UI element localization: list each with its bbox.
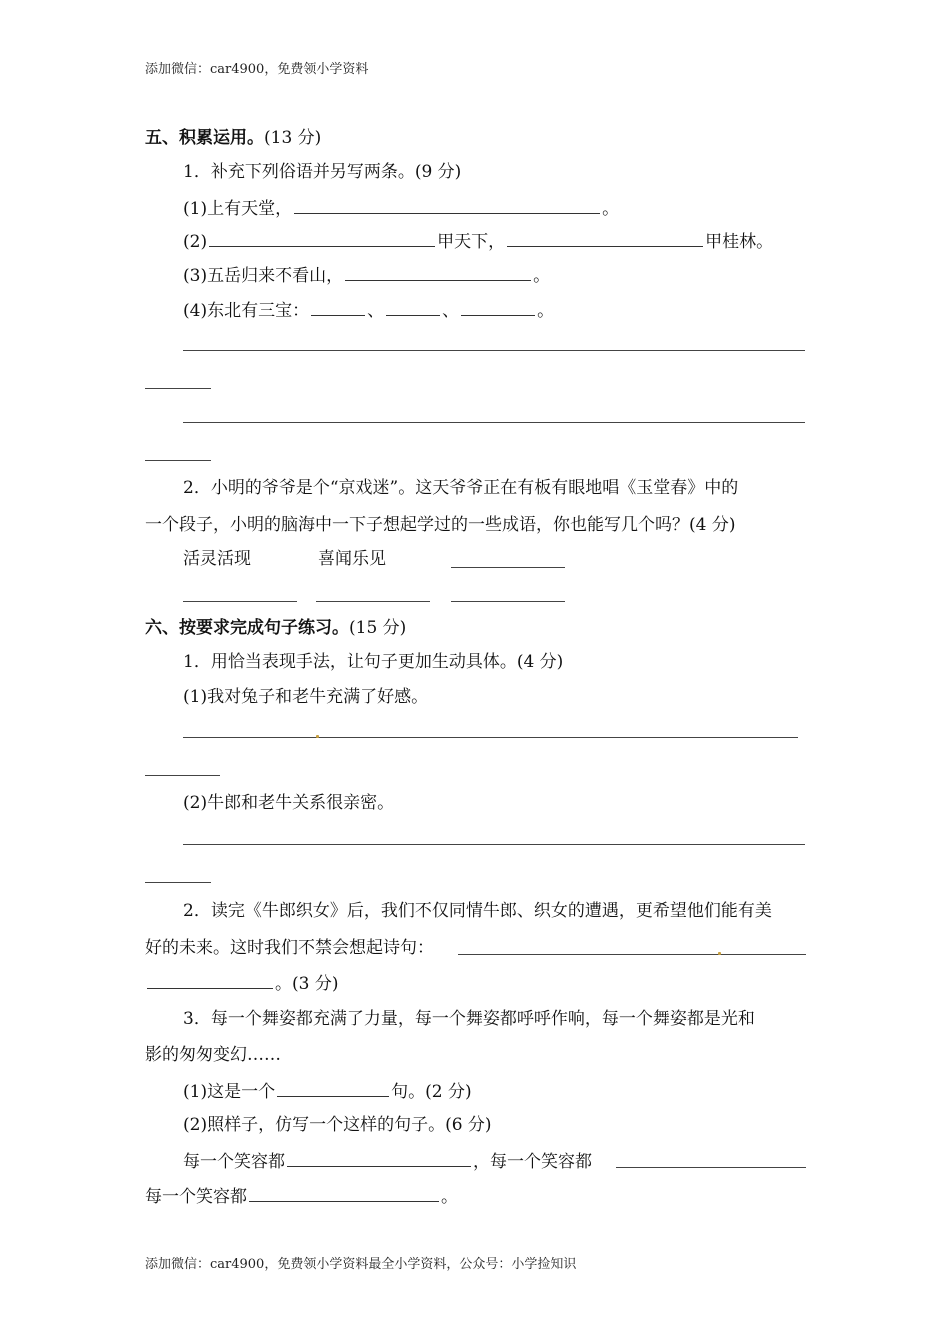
s6-q3-pattern-line2 — [145, 1185, 458, 1208]
s6-q3-sub1-text: (1)这是一个 — [183, 1082, 276, 1102]
s5-q1-item2-mid: 甲天下， — [437, 232, 506, 252]
s5-q1-item2-text: (2) — [183, 232, 208, 252]
s5-q1-item1 — [183, 197, 619, 220]
answer-line[interactable] — [451, 601, 565, 602]
scan-speck — [316, 735, 319, 738]
idiom-2: 喜闻乐见 — [318, 549, 386, 569]
s5-q2-line2: 一个段子，小明的脑海中一下子想起学过的一些成语，你也能写几个吗？(4 分) — [145, 515, 736, 535]
answer-line[interactable] — [183, 601, 297, 602]
scan-speck — [718, 952, 721, 955]
s6-q1-stem: 1．用恰当表现手法，让句子更加生动具体。(4 分) — [183, 652, 564, 672]
answer-line[interactable] — [183, 844, 805, 845]
separator: 、 — [367, 301, 385, 321]
pattern-2: 每一个笑容都 — [490, 1152, 592, 1172]
answer-blank[interactable] — [311, 299, 365, 316]
s5-q1-item4 — [183, 299, 554, 322]
s5-q1-item3 — [183, 264, 550, 287]
s5-q1-item2 — [183, 230, 773, 253]
s6-q2-line1: 2．读完《牛郎织女》后，我们不仅同情牛郎、织女的遭遇，更希望他们能有美 — [183, 901, 772, 921]
s5-q1-item3-text: (3)五岳归来不看山， — [183, 266, 344, 286]
s5-q1-item3-end: 。 — [533, 266, 551, 286]
s5-q1-item4-end: 。 — [537, 301, 555, 321]
answer-blank[interactable] — [461, 299, 535, 316]
s5-q1-item1-text: (1)上有天堂， — [183, 199, 293, 219]
s6-q3-sub1-end: 句。(2 分) — [391, 1082, 472, 1102]
pattern-1: 每一个笑容都 — [183, 1152, 285, 1172]
s6-q2-line2-text: 好的未来。这时我们不禁会想起诗句： — [145, 938, 434, 958]
answer-line[interactable] — [145, 388, 211, 389]
pattern-comma: ， — [473, 1152, 490, 1172]
answer-blank[interactable] — [147, 972, 273, 989]
s6-q3-line1: 3．每一个舞姿都充满了力量，每一个舞姿都呼呼作响，每一个舞姿都是光和 — [183, 1009, 755, 1029]
answer-line[interactable] — [183, 422, 805, 423]
s5-q1-stem: 1．补充下列俗语并另写两条。(9 分) — [183, 162, 462, 182]
answer-line[interactable] — [458, 954, 806, 955]
idiom-1: 活灵活现 — [183, 549, 251, 569]
answer-line[interactable] — [183, 737, 798, 738]
answer-line[interactable] — [183, 350, 805, 351]
answer-line[interactable] — [616, 1167, 806, 1168]
s6-q2-line2 — [145, 937, 434, 959]
s5-q1-item4-text: (4)东北有三宝： — [183, 301, 310, 321]
answer-line[interactable] — [145, 460, 211, 461]
s5-q1-item1-end: 。 — [602, 199, 620, 219]
separator: 、 — [442, 301, 460, 321]
pattern-end: 。 — [441, 1187, 458, 1207]
answer-blank[interactable] — [277, 1080, 389, 1097]
header-note: 添加微信：car4900，免费领小学资料 — [145, 62, 369, 77]
pattern-3: 每一个笑容都 — [145, 1187, 247, 1207]
s6-q2-line3 — [145, 972, 338, 995]
answer-line[interactable] — [316, 601, 430, 602]
answer-blank[interactable] — [294, 197, 600, 214]
s6-q1-sentence1: (1)我对兔子和老牛充满了好感。 — [183, 687, 429, 707]
s6-q3-sub2: (2)照样子，仿写一个这样的句子。(6 分) — [183, 1115, 492, 1135]
section5-heading — [145, 127, 321, 149]
s6-q2-line3-end: 。(3 分) — [275, 974, 339, 994]
s6-q3-sub1 — [183, 1080, 472, 1103]
s6-q1-sentence2: (2)牛郎和老牛关系很亲密。 — [183, 793, 395, 813]
answer-blank[interactable] — [209, 230, 435, 247]
section5-score: (13 分) — [264, 128, 322, 148]
answer-blank[interactable] — [386, 299, 440, 316]
s5-q1-item2-end: 甲桂林。 — [705, 232, 774, 252]
s6-q3-line2: 影的匆匆变幻…… — [145, 1045, 281, 1065]
section6-heading — [145, 617, 406, 639]
answer-blank[interactable] — [507, 230, 703, 247]
s6-q3-pattern-line1 — [183, 1150, 592, 1173]
answer-line[interactable] — [145, 882, 211, 883]
answer-blank[interactable] — [287, 1150, 471, 1167]
answer-blank[interactable] — [345, 264, 531, 281]
answer-line[interactable] — [145, 775, 220, 776]
answer-blank[interactable] — [249, 1185, 439, 1202]
section6-score: (15 分) — [349, 618, 407, 638]
footer-note: 添加微信：car4900，免费领小学资料最全小学资料，公众号：小学捡知识 — [145, 1257, 577, 1272]
section6-title: 六、按要求完成句子练习。 — [145, 618, 349, 638]
s5-q2-line1: 2．小明的爷爷是个“京戏迷”。这天爷爷正在有板有眼地唱《玉堂春》中的 — [183, 478, 739, 498]
answer-line[interactable] — [451, 567, 565, 568]
section5-title: 五、积累运用。 — [145, 128, 264, 148]
